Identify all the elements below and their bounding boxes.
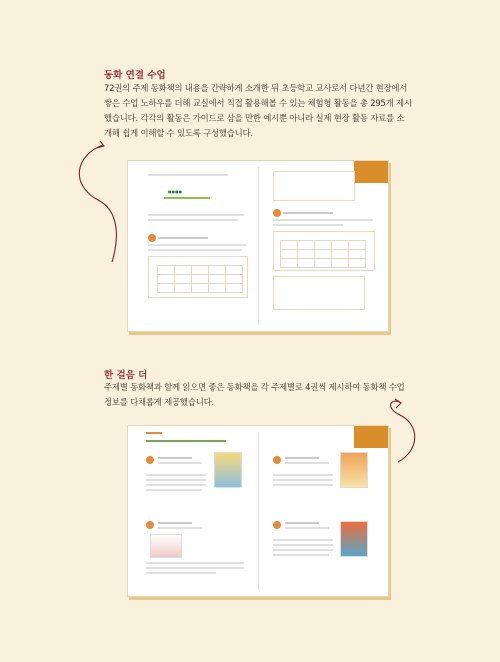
- text-line: [146, 479, 206, 481]
- description-line: 정보를 다채롭게 제공했습니다.: [104, 397, 214, 407]
- book-number-icon: [146, 521, 154, 529]
- text-line: [164, 197, 210, 199]
- text-line: [158, 462, 202, 464]
- worksheet-box: [273, 276, 365, 310]
- text-line: [146, 572, 216, 574]
- text-line: [148, 249, 242, 251]
- text-line: [148, 244, 246, 246]
- book-cover-image: [214, 452, 242, 488]
- text-line: [146, 474, 206, 476]
- gutter: [258, 167, 259, 325]
- book-cover-image: [340, 452, 368, 488]
- description-line: 주제별 동화책과 함께 읽으면 좋은 동화책을 각 주제별로 4권씩 제시하여 동화책 수업: [104, 382, 405, 392]
- text-line: [146, 567, 244, 569]
- text-line: [285, 522, 319, 524]
- book-number-icon: [273, 456, 281, 464]
- text-line: [273, 479, 333, 481]
- text-line: [146, 489, 202, 491]
- text-line: [273, 539, 333, 541]
- text-line: [273, 474, 333, 476]
- text-line: [273, 554, 329, 556]
- activity-number-icon: [148, 234, 156, 242]
- book-cover-image: [340, 521, 368, 557]
- text-line: [273, 224, 343, 226]
- chapter-tab: [354, 426, 388, 448]
- description-line: 개해 쉽게 이해할 수 있도록 구성했습니다.: [104, 128, 253, 138]
- text-line: [158, 527, 202, 529]
- book-number-icon: [273, 521, 281, 529]
- text-line: [158, 237, 208, 239]
- text-line: [285, 462, 329, 464]
- text-line: [148, 219, 238, 221]
- text-line: [146, 440, 226, 442]
- page-number: ·: [146, 322, 148, 326]
- text-line: [146, 484, 206, 486]
- section-description-one-step-more: [104, 380, 404, 410]
- description-line: 72권의 주제 동화책의 내용을 간략하게 소개한 뒤 초등학교 교사로서 다년간 현장에서: [104, 83, 408, 93]
- activity-table: [280, 240, 366, 268]
- description-line: 쌓은 수업 노하우를 더해 교실에서 직접 활용해볼 수 있는 체험형 활동을 총 295개 제시: [104, 98, 412, 108]
- text-line: [273, 549, 333, 551]
- worksheet-box: [273, 171, 355, 201]
- activity-heading-badge: ●●●●: [168, 189, 182, 194]
- activity-number-icon: [273, 209, 281, 217]
- text-line: [148, 174, 228, 176]
- page-number: ·: [368, 322, 370, 326]
- book-number-icon: [146, 456, 154, 464]
- section-title-story-lesson: 동화 연결 수업: [104, 70, 166, 81]
- activity-material-box: [148, 256, 248, 298]
- text-line: [285, 457, 319, 459]
- text-line: [146, 562, 244, 564]
- section-title-one-step-more: 한 걸음 더: [104, 370, 148, 381]
- chapter-tab: [354, 161, 388, 183]
- text-line: [148, 214, 244, 216]
- activity-material-box: [273, 231, 375, 271]
- text-line: [285, 527, 329, 529]
- book-cover-image: [150, 534, 182, 558]
- book-spread-sample-2: [127, 425, 389, 597]
- gutter: [258, 432, 259, 590]
- activity-table: [157, 265, 243, 293]
- text-line: [283, 212, 333, 214]
- book-spread-sample-1: [127, 160, 389, 332]
- description-line: 했습니다. 각각의 활동은 가이드로 삼을 만한 예시뿐 아니라 실제 현장 활동 자료를 소: [104, 113, 405, 123]
- text-line: [273, 219, 373, 221]
- text-line: [273, 544, 333, 546]
- text-line: [158, 457, 192, 459]
- text-line: [158, 522, 192, 524]
- text-line: [273, 484, 333, 486]
- text-line: [146, 432, 162, 434]
